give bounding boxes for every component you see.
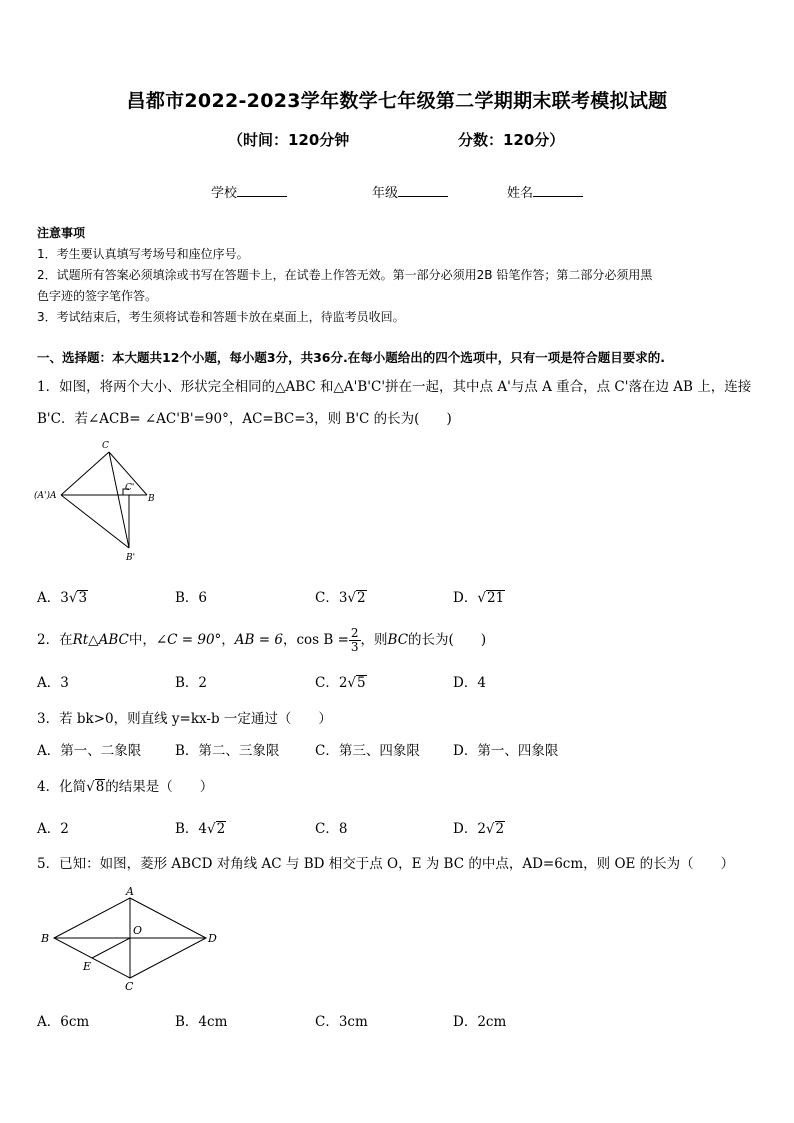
q5-option-c: C．3cm (315, 1014, 368, 1030)
note-item: 色字迹的签字笔作答。 (37, 289, 158, 303)
fig1-label-a: (A')A (34, 491, 57, 501)
fig5-label-b: B (41, 932, 50, 945)
school-blank (237, 184, 287, 197)
question-3: 3．若 bk>0，则直线 y=kx-b 一定通过（ ） (37, 711, 332, 727)
question-1-figure (30, 436, 170, 568)
q5-option-a: A．6cm (37, 1014, 90, 1030)
fig5-label-o: O (133, 924, 143, 937)
fig1-label-c: C (102, 441, 109, 451)
name-label: 姓名 (507, 186, 534, 201)
fig5-label-a: A (126, 885, 134, 898)
school-field (211, 182, 287, 201)
q1-option-a: A．3√3 (37, 590, 88, 606)
q3-option-a: A．第一、二象限 (37, 743, 142, 759)
fig1-label-b: B (148, 494, 155, 504)
exam-title: 昌都市2022-2023学年数学七年级第二学期期末联考模拟试题 (126, 90, 668, 112)
q4-option-c: C．8 (315, 821, 348, 837)
q2-option-b: B．2 (175, 675, 208, 691)
fig5-label-e: E (83, 960, 92, 973)
q2-option-a: A．3 (37, 675, 69, 691)
exam-time: （时间：120分钟 (228, 131, 350, 149)
q3-option-d: D．第一、四象限 (453, 743, 559, 759)
question-4: 4．化简√8的结果是（ ） (37, 779, 214, 795)
grade-label: 年级 (372, 186, 399, 201)
note-item: 3．考试结束后，考生须将试卷和答题卡放在桌面上，待监考员收回。 (37, 310, 405, 324)
q5-option-d: D．2cm (453, 1014, 507, 1030)
fig1-label-c-prime: C' (125, 483, 135, 493)
q4-option-b: B．4√2 (175, 821, 226, 837)
name-blank (533, 184, 583, 197)
school-label: 学校 (211, 186, 238, 201)
q4-option-d: D．2√2 (453, 821, 505, 837)
grade-field (372, 182, 448, 201)
q2-option-d: D．4 (453, 675, 486, 691)
note-item: 2．试题所有答案必须填涂或书写在答题卡上，在试卷上作答无效。第一部分必须用2B 铅笔作答；第二部分必须用黑 (37, 268, 653, 282)
q2-fraction: $\frac{2}{3}$ (350, 626, 359, 654)
fig5-label-c: C (125, 980, 134, 992)
question-1-line1: 1．如图，将两个大小、形状完全相同的△ABC 和△A'B'C'拼在一起，其中点 A'与点 A 重合，点 C'落在边 AB 上，连接 (37, 379, 752, 395)
question-5-figure (36, 884, 226, 992)
question-1-line2: B'C．若∠ACB= ∠AC'B'=90°，AC=BC=3，则 B'C 的长为( ) (37, 411, 452, 427)
fig5-label-d: D (208, 932, 217, 945)
q2-option-c: C．2√5 (315, 675, 366, 691)
fig1-label-b-prime: B' (126, 553, 136, 563)
q3-option-b: B．第二、三象限 (175, 743, 280, 759)
q3-option-c: C．第三、四象限 (315, 743, 420, 759)
exam-score: 分数：120分） (458, 131, 565, 149)
name-field (507, 182, 583, 201)
q4-option-a: A．2 (37, 821, 69, 837)
q1-option-d: D．√21 (453, 590, 505, 606)
question-5: 5．已知：如图，菱形 ABCD 对角线 AC 与 BD 相交于点 O，E 为 BC 的中点，AD=6cm，则 OE 的长为（ ） (37, 856, 735, 872)
question-2: 2．在Rt△ABC中，∠C = 90°，AB = 6，cos B = $\frac{2}{3}$ ，则BC的长为( ) (37, 626, 487, 654)
notes-heading: 注意事项 (37, 226, 86, 240)
q1-option-b: B．6 (175, 590, 208, 606)
note-item: 1．考生要认真填写考场号和座位序号。 (37, 247, 249, 261)
section-heading: 一、选择题：本大题共12个小题，每小题3分，共36分.在每小题给出的四个选项中，只有一项是符合题目要求的. (37, 350, 665, 365)
q1-option-c: C．3√2 (315, 590, 366, 606)
grade-blank (398, 184, 448, 197)
notes-block (37, 223, 757, 328)
q5-option-b: B．4cm (175, 1014, 228, 1030)
